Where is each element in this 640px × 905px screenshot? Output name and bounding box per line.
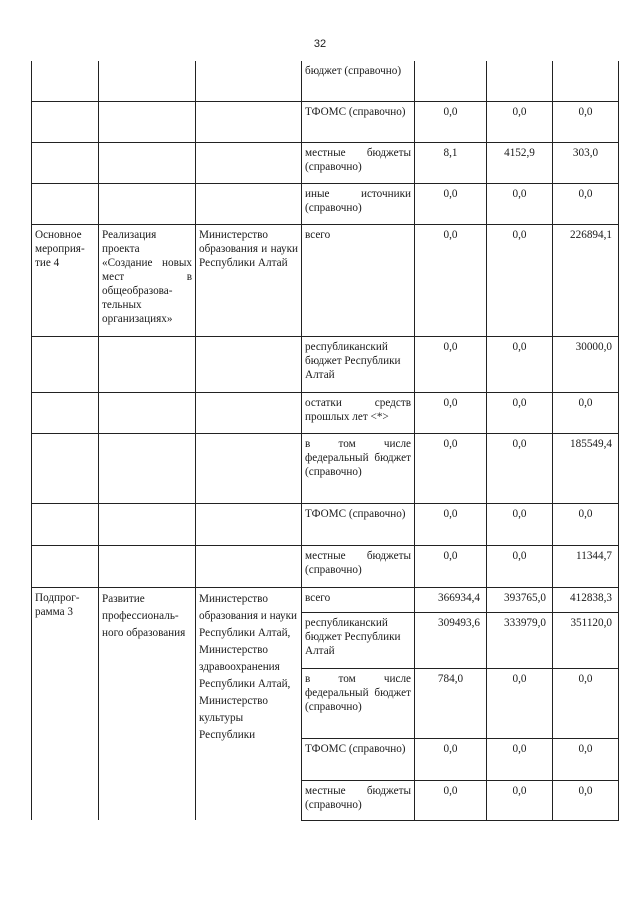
cell-value-3: 11344,7 xyxy=(553,545,619,587)
cell-value-2: 0,0 xyxy=(487,101,553,142)
cell-source: иные источники (справочно) xyxy=(302,183,415,224)
cell-source: республиканский бюджет Республики Алтай xyxy=(302,336,415,392)
cell-executor xyxy=(196,101,302,142)
funding-table xyxy=(31,61,619,821)
table-row xyxy=(32,392,619,433)
cell-executor xyxy=(196,336,302,392)
cell-value-2: 0,0 xyxy=(487,668,553,738)
cell-executor xyxy=(196,503,302,545)
cell-code xyxy=(32,503,99,545)
table-row xyxy=(32,101,619,142)
cell-name xyxy=(99,503,196,545)
cell-name: Развитие профессиональ-ного образования xyxy=(99,587,196,820)
table-row xyxy=(32,503,619,545)
cell-source: республиканский бюджет Республики Алтай xyxy=(302,612,415,668)
table-row xyxy=(32,587,619,612)
cell-value-2: 0,0 xyxy=(487,738,553,780)
table-row xyxy=(32,545,619,587)
cell-executor: Министерство образования и науки Республики Алтай, Министерство здравоохранения Республики Алтай, Министерство культуры Республики xyxy=(196,587,302,820)
cell-name xyxy=(99,336,196,392)
cell-value-1: 784,0 xyxy=(415,668,487,738)
cell-value-1: 309493,6 xyxy=(415,612,487,668)
cell-source: остатки средств прошлых лет <*> xyxy=(302,392,415,433)
cell-value-2: 0,0 xyxy=(487,224,553,336)
cell-name xyxy=(99,61,196,101)
cell-source: ТФОМС (справочно) xyxy=(302,503,415,545)
cell-value-1: 0,0 xyxy=(415,224,487,336)
cell-value-3: 0,0 xyxy=(553,503,619,545)
cell-value-3: 412838,3 xyxy=(553,587,619,612)
cell-value-2: 333979,0 xyxy=(487,612,553,668)
cell-value-2: 0,0 xyxy=(487,392,553,433)
cell-value-2: 0,0 xyxy=(487,183,553,224)
cell-code xyxy=(32,392,99,433)
cell-value-1: 0,0 xyxy=(415,183,487,224)
cell-value-1: 366934,4 xyxy=(415,587,487,612)
cell-value-1: 0,0 xyxy=(415,503,487,545)
table-row xyxy=(32,224,619,336)
table-row xyxy=(32,433,619,503)
table-row xyxy=(32,183,619,224)
cell-value-3: 30000,0 xyxy=(553,336,619,392)
cell-value-2: 0,0 xyxy=(487,433,553,503)
cell-source: в том числе федеральный бюджет (справочно) xyxy=(302,668,415,738)
cell-value-2: 4152,9 xyxy=(487,142,553,183)
cell-value-2: 0,0 xyxy=(487,503,553,545)
cell-code xyxy=(32,142,99,183)
cell-source: всего xyxy=(302,224,415,336)
cell-value-3: 303,0 xyxy=(553,142,619,183)
cell-code xyxy=(32,61,99,101)
cell-name xyxy=(99,101,196,142)
cell-name xyxy=(99,545,196,587)
cell-value-2: 393765,0 xyxy=(487,587,553,612)
cell-source: ТФОМС (справочно) xyxy=(302,101,415,142)
cell-value-2: 0,0 xyxy=(487,780,553,820)
cell-value-1: 0,0 xyxy=(415,433,487,503)
cell-source: местные бюджеты (справочно) xyxy=(302,142,415,183)
cell-executor xyxy=(196,142,302,183)
cell-value-3 xyxy=(553,61,619,101)
cell-value-3: 0,0 xyxy=(553,780,619,820)
cell-code: Основное мероприя-тие 4 xyxy=(32,224,99,336)
cell-value-1: 8,1 xyxy=(415,142,487,183)
cell-name xyxy=(99,392,196,433)
cell-value-1: 0,0 xyxy=(415,336,487,392)
cell-value-3: 0,0 xyxy=(553,101,619,142)
cell-value-3: 185549,4 xyxy=(553,433,619,503)
cell-executor xyxy=(196,392,302,433)
cell-value-3: 0,0 xyxy=(553,738,619,780)
cell-source: всего xyxy=(302,587,415,612)
cell-code xyxy=(32,101,99,142)
table-row xyxy=(32,142,619,183)
table-row xyxy=(32,336,619,392)
cell-code xyxy=(32,545,99,587)
cell-value-3: 351120,0 xyxy=(553,612,619,668)
cell-value-3: 0,0 xyxy=(553,392,619,433)
cell-executor: Министерство образования и науки Республики Алтай xyxy=(196,224,302,336)
cell-source: ТФОМС (справочно) xyxy=(302,738,415,780)
cell-value-2: 0,0 xyxy=(487,545,553,587)
cell-value-2 xyxy=(487,61,553,101)
table-row xyxy=(32,61,619,101)
cell-value-3: 0,0 xyxy=(553,183,619,224)
cell-value-1 xyxy=(415,61,487,101)
cell-value-3: 0,0 xyxy=(553,668,619,738)
cell-executor xyxy=(196,433,302,503)
cell-name xyxy=(99,142,196,183)
cell-code xyxy=(32,336,99,392)
cell-value-1: 0,0 xyxy=(415,738,487,780)
cell-source: бюджет (справочно) xyxy=(302,61,415,101)
cell-executor xyxy=(196,545,302,587)
cell-code xyxy=(32,433,99,503)
cell-executor xyxy=(196,183,302,224)
cell-source: местные бюджеты (справочно) xyxy=(302,545,415,587)
cell-name: Реализация проекта «Создание новых мест в общеобразова-тельных организациях» xyxy=(99,224,196,336)
cell-code xyxy=(32,183,99,224)
cell-name xyxy=(99,433,196,503)
cell-value-1: 0,0 xyxy=(415,780,487,820)
cell-executor xyxy=(196,61,302,101)
cell-source: местные бюджеты (справочно) xyxy=(302,780,415,820)
cell-value-1: 0,0 xyxy=(415,545,487,587)
cell-value-3: 226894,1 xyxy=(553,224,619,336)
cell-code: Подпрог-рамма 3 xyxy=(32,587,99,820)
page-number: 32 xyxy=(313,38,327,50)
cell-value-1: 0,0 xyxy=(415,392,487,433)
cell-source: в том числе федеральный бюджет (справочно) xyxy=(302,433,415,503)
cell-value-1: 0,0 xyxy=(415,101,487,142)
cell-name xyxy=(99,183,196,224)
cell-value-2: 0,0 xyxy=(487,336,553,392)
